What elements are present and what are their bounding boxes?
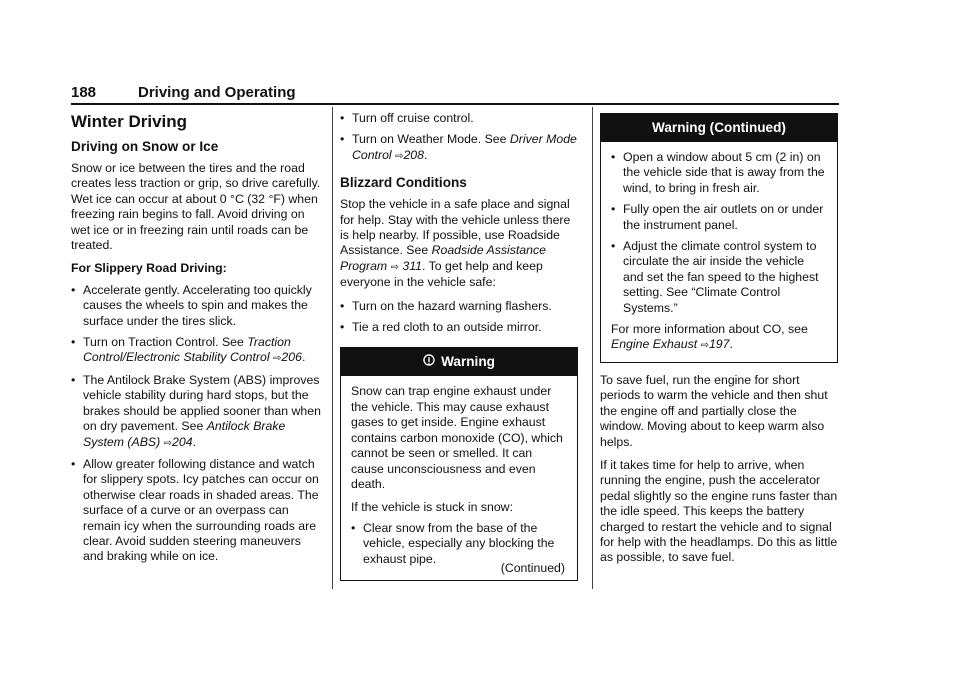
column-1 — [71, 112, 321, 571]
warning-title: Warning — [441, 354, 495, 370]
blizzard-paragraph: Stop the vehicle in a safe place and signal for help. Stay with the vehicle unless there is help nearby. If possible, use Roadside Assistance. See Roadside Assistance Program ⇨ 311. To get help and keep everyone in the vehicle safe: — [340, 197, 571, 290]
page-ref-icon: ⇨ — [395, 150, 404, 162]
subheading-snow-ice: Driving on Snow or Ice — [71, 139, 219, 154]
page-ref-icon: ⇨ — [390, 261, 399, 273]
link-abs[interactable]: Antilock Brake System (ABS) — [83, 419, 286, 449]
page-ref-number[interactable]: 206 — [281, 350, 302, 365]
slippery-list — [71, 283, 321, 565]
subheading-blizzard: Blizzard Conditions — [340, 175, 467, 191]
slippery-label: For Slippery Road Driving: — [71, 261, 227, 276]
blizzard-list — [340, 299, 578, 336]
page-ref-icon: ⇨ — [163, 437, 173, 449]
page-ref-icon: ⇨ — [273, 353, 282, 365]
list-item: • Accelerate gently. Accelerating too quickly causes the wheels to spin and makes the surface under the tires slick. — [71, 283, 321, 329]
warning-body — [341, 376, 577, 580]
fuel-paragraph: To save fuel, run the engine for short periods to warm the vehicle and then shut the engine off and partially close the window. Moving about to keep warm also helps. — [600, 372, 828, 449]
list-item: • Allow greater following distance and watch for slippery spots. Icy patches can occur on otherwise clear roads in shaded areas. The surface of a curve or an overpass can remain icy when the surrounding roads are clear. Avoid sudden steering maneuvers and braking while on ice. — [71, 457, 321, 565]
warning-header — [341, 348, 577, 376]
section-title: Driving and Operating — [138, 84, 296, 101]
list-item: • Fully open the air outlets on or under the instrument panel. — [611, 202, 827, 233]
warning-text: Snow can trap engine exhaust under the vehicle. This may cause exhaust gases to get inside. Engine exhaust contains carbon monoxide (CO), which cannot be seen or smelled. It can cause unconsciousness and even death. — [351, 384, 563, 491]
warning-info: For more information about CO, see Engine Exhaust ⇨197. — [611, 322, 808, 352]
list-item: • Turn off cruise control. — [340, 111, 578, 126]
page-ref-number[interactable]: 311 — [402, 258, 422, 273]
list-item: • Adjust the climate control system to circulate the air inside the vehicle and set the fan speed to the highest setting. See “Climate Control Systems.” — [611, 239, 827, 316]
list-item: • Turn on Weather Mode. See Driver Mode Control ⇨208. — [340, 132, 578, 164]
column-divider-2 — [592, 107, 593, 589]
list-item: • The Antilock Brake System (ABS) improves vehicle stability during hard stops, but the brakes should be applied sooner than when on dry pavement. See Antilock Brake System (ABS) ⇨204. — [71, 373, 321, 451]
list-item: • Open a window about 5 cm (2 in) on the vehicle side that is away from the wind, to bring in fresh air. — [611, 150, 827, 196]
link-engine-exhaust[interactable]: Engine Exhaust — [611, 337, 698, 352]
column-2 — [340, 111, 578, 581]
column-3 — [600, 113, 838, 574]
page-ref-number[interactable]: 197 — [708, 337, 730, 352]
warning-box — [340, 347, 578, 581]
list-item: • Turn on the hazard warning flashers. — [340, 299, 578, 314]
warning-list — [351, 521, 567, 567]
list-item: • Tie a red cloth to an outside mirror. — [340, 320, 578, 335]
warning-list — [611, 150, 827, 316]
link-driver-mode[interactable]: Driver Mode Control — [352, 132, 577, 162]
list-item: • Clear snow from the base of the vehicle, especially any blocking the exhaust pipe. — [351, 521, 567, 567]
warning-icon — [423, 350, 435, 378]
link-traction-control[interactable]: Traction Control/Electronic Stability Control — [83, 335, 291, 365]
page-ref-icon: ⇨ — [700, 340, 709, 352]
list-item: • Turn on Traction Control. See Traction Control/Electronic Stability Control ⇨206. — [71, 335, 321, 367]
warning-box-continued — [600, 113, 838, 363]
header-rule — [71, 103, 839, 105]
page-ref-number[interactable]: 204 — [172, 434, 193, 449]
page-ref-number[interactable]: 208 — [403, 147, 424, 162]
page-heading: Winter Driving — [71, 112, 188, 131]
warning-body — [601, 142, 837, 362]
help-paragraph: If it takes time for help to arrive, when running the engine, push the accelerator pedal slightly so the engine runs faster than the idle speed. This keeps the battery charged to restart the vehicle and to signal for help with the headlamps. Do this as little as possible, to save fuel. — [600, 457, 838, 565]
intro-paragraph: Snow or ice between the tires and the road creates less traction or grip, so drive carefully. Wet ice can occur at about 0 °C (32 °F) when freezing rain begins to fall. Avoid driving on wet ice or in freezing rain until roads can be treated. — [71, 161, 321, 253]
cruise-list — [340, 111, 578, 164]
page-number: 188 — [71, 84, 97, 101]
continued-label: (Continued) — [500, 560, 565, 575]
warning-header: Warning (Continued) — [601, 114, 837, 142]
column-divider-1 — [332, 107, 333, 589]
link-roadside-assistance[interactable]: Roadside Assistance Program — [340, 243, 546, 273]
warning-stuck: If the vehicle is stuck in snow: — [351, 500, 513, 515]
